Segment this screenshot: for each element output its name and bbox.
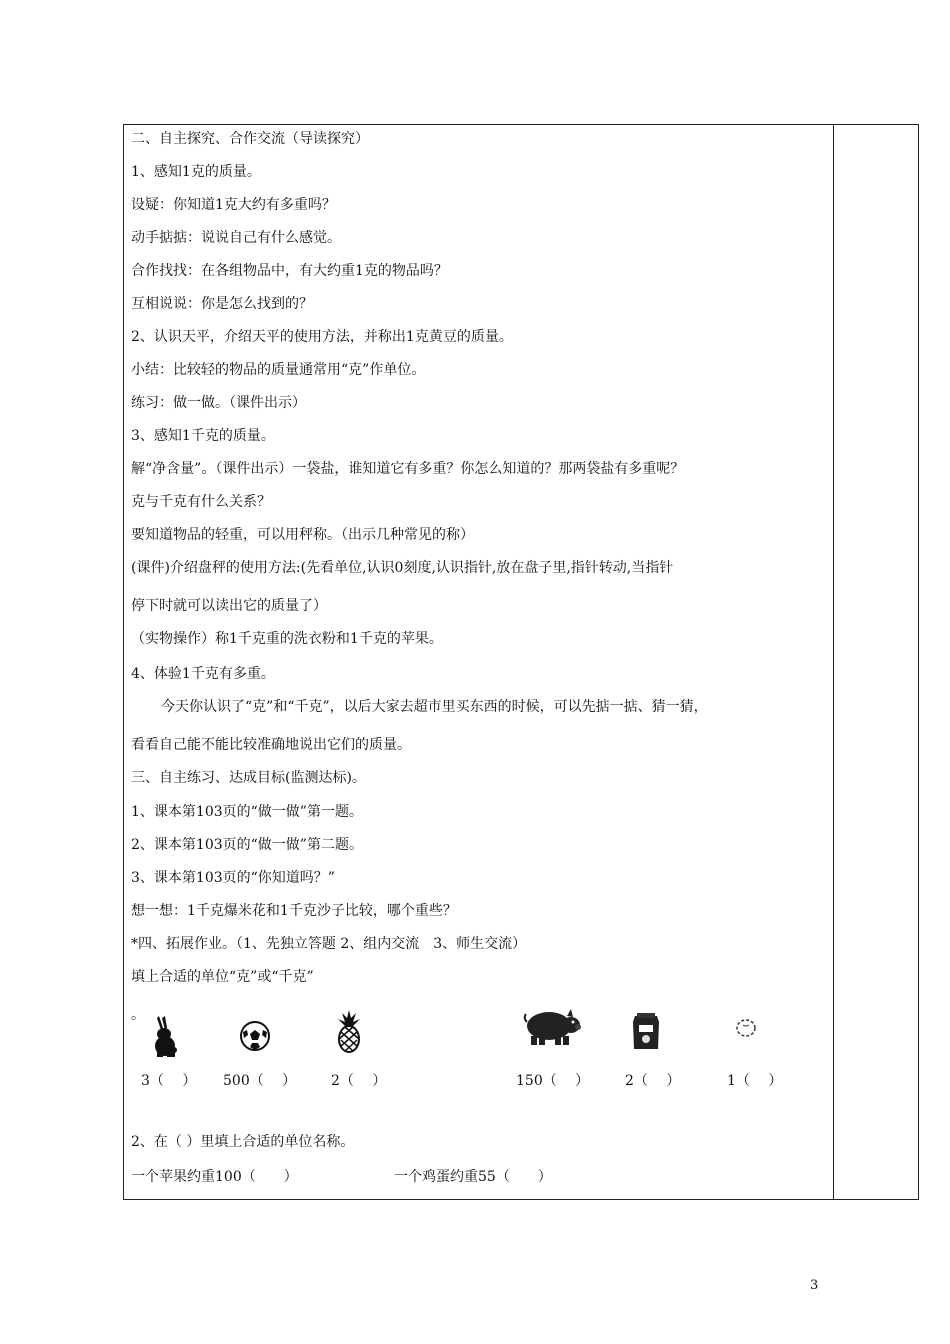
item-label: 2（ ）: [625, 1073, 681, 1089]
text-line: 小结：比较轻的物品的质量通常用“克”作单位。: [131, 362, 426, 378]
text-line: （实物操作）称1千克重的洗衣粉和1千克的苹果。: [131, 631, 443, 647]
text-line: 三、自主练习、达成目标(监测达标)。: [131, 770, 366, 786]
pig-icon: [523, 1006, 581, 1050]
text-line: 要知道物品的轻重，可以用秤称。（出示几种常见的称）: [131, 527, 474, 543]
pineapple-icon: [336, 1010, 362, 1058]
text-line: 2、课本第103页的“做一做”第二题。: [131, 837, 363, 853]
text-line: *四、拓展作业。（1、先独立答题 2、组内交流 3、师生交流）: [131, 936, 527, 952]
text-line: 停下时就可以读出它的质量了）: [131, 598, 327, 614]
question-2: 2、在（ ）里填上合适的单位名称。: [131, 1134, 355, 1150]
text-line: 3、感知1千克的质量。: [131, 428, 275, 444]
item-label: 3（ ）: [141, 1073, 197, 1089]
apple-question: 一个苹果约重100（ ）: [131, 1169, 298, 1185]
text-line: 1、课本第103页的“做一做”第一题。: [131, 804, 363, 820]
stray-mark: 。: [131, 1007, 145, 1023]
text-line: 动手掂掂：说说自己有什么感觉。: [131, 230, 341, 246]
rabbit-icon: [149, 1014, 179, 1062]
page-number: 3: [810, 1278, 819, 1293]
text-line: 填上合适的单位“克”或“千克”: [131, 969, 314, 985]
item-label: 2（ ）: [331, 1073, 387, 1089]
text-line: 今天你认识了“克”和“千克”，以后大家去超市里买东西的时候，可以先掂一掂、猜一猜，: [161, 699, 708, 715]
exercise-pictures: [131, 1004, 826, 1124]
salt-bag-icon: [631, 1012, 661, 1056]
text-line: 克与千克有什么关系？: [131, 494, 271, 510]
text-line: 二、自主探究、合作交流（导读探究）: [131, 131, 369, 147]
football-icon: [239, 1020, 271, 1056]
text-line: 想一想：1千克爆米花和1千克沙子比较，哪个重些？: [131, 903, 457, 919]
text-line: 合作找找：在各组物品中，有大约重1克的物品吗？: [131, 263, 448, 279]
text-line: 练习：做一做。（课件出示）: [131, 395, 306, 411]
column-divider: [833, 124, 834, 1200]
text-line: 解“净含量”。（课件出示）一袋盐，谁知道它有多重？你怎么知道的？那两袋盐有多重呢？: [131, 461, 685, 477]
text-line: 2、认识天平，介绍天平的使用方法，并称出1克黄豆的质量。: [131, 329, 513, 345]
item-label: 500（ ）: [223, 1073, 297, 1089]
item-label: 1（ ）: [727, 1073, 783, 1089]
peanut-icon: [734, 1016, 758, 1044]
text-line: 互相说说：你是怎么找到的？: [131, 296, 313, 312]
text-line: 3、课本第103页的“你知道吗？”: [131, 870, 335, 886]
text-line: 看看自己能不能比较准确地说出它们的质量。: [131, 737, 411, 753]
text-line: 设疑：你知道1克大约有多重吗？: [131, 197, 336, 213]
text-line: (课件)介绍盘秤的使用方法:(先看单位,认识0刻度,认识指针,放在盘子里,指针转动,当指针: [131, 560, 674, 576]
egg-question: 一个鸡蛋约重55（ ）: [394, 1169, 552, 1185]
text-line: 4、体验1千克有多重。: [131, 666, 275, 682]
text-line: 1、感知1克的质量。: [131, 164, 261, 180]
item-label: 150（ ）: [516, 1073, 590, 1089]
